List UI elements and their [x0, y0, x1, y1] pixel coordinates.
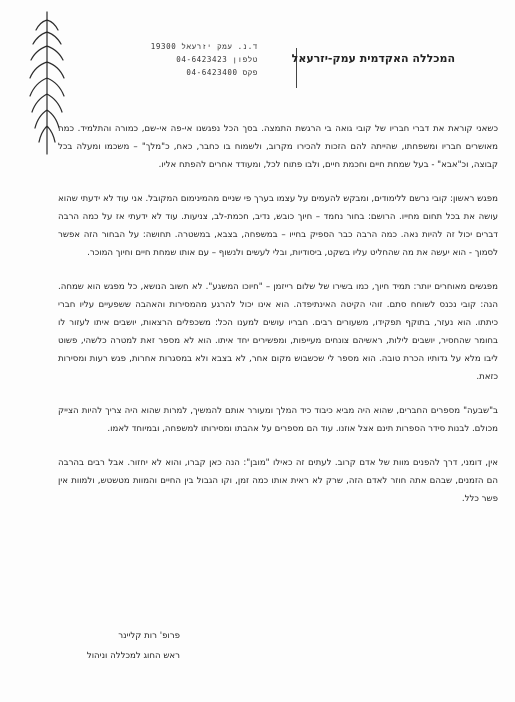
signature-block: [87, 626, 180, 666]
signature-name: פרופ' רות קליינר: [118, 631, 180, 641]
address-line: ד.נ. עמק יזרעאל 19300: [150, 42, 258, 51]
paragraph: ב"שבעה" מספרים החברים, שהוא היה מביא כיבוד כיד המלך ומעורר אותם להמשיך, למרות שהוא היה צריך להיות הצייק מכולם. לבנות סידר הספרות תינם אצל אוזנו. עוד הם מספרים על אהבתו ומסירותו למשפחה, ובמיוחד לאמו.: [58, 406, 498, 434]
letter-body: [58, 120, 498, 524]
phone-line: טלפון 04-6423423: [176, 55, 258, 64]
signature-title: ראש החוג למכללה וניהול: [86, 651, 180, 661]
paragraph: מפגש ראשון: קובי נרשם ללימודים, ומבקש להעמים על עצמו בערך פי שניים מהמינימום המקובל. אני עוד לא ידעתי שהוא עושה את בכל תחום מחייו. הרושם: בחור נחמד – חיוך כובש, נדיב, חכמת-לב, צניעות. עוד לא ידעתי אז על כמה הרבה דברים יכול זה להיות נאה. כמה הרבה כבר הספיק בחייו – במשפחה, בצבא, במשטרה. תחושה: על הבחור הזה אפשר לסמוך - הוא יעשה את מה שהחליט עליו בשקט, ביסודיות, ובלי לעשים ולנשוף – עם אותו שמחת חיים וחיוך המוכר.: [58, 194, 498, 258]
institution-name: המכללה האקדמית עמק-יזרעאל: [291, 52, 455, 65]
fax-line: פקס 04-6423400: [186, 68, 258, 77]
contact-block: [118, 40, 258, 79]
paragraph: אין, דומני, דרך להפנים מוות של אדם קרוב. לעתים זה כאילו "מובן": הנה כאן קברו, והוא לא יחזור. אבל רבים בהרבה הם הזמנים, שבהם אתה חוזר לאדם הזה, שרק לא ראית אותו כמה זמן, וקו הגבול בין החיים והמוות מטשטש, ולמוות אין פשר כלל.: [58, 458, 498, 504]
paragraph: כשאני קוראת את דברי חבריו של קובי גואה בי הרגשת התמצה. בסך הכל נפגשנו אי-פה אי-שם, כמורה והתלמיד. כמה מאושרים חבריו ומשפחתו, שהייתה להם הזכות להכירו מקרוב, ולשמוח בו כחבר, כאח, כ"מלך" – משכמו ומעלה בכל קבוצה, וכ"אבא" - בעל שמחת חיים וחכמת חיים, ולבו פתוח לכל, ומעודד אחרים להפתח אליו.: [58, 124, 498, 170]
paragraph: מפגשים מאוחרים יותר: תמיד חיוך, כמו בשירו של שלום רייזמן – "חיוכו המשגע". לא חשוב הנושא, כל מפגש הוא שמחה. הנה: קובי נכנס לשוחח סתם. זוהי הקיטה האינתיפדה. הוא אינו יכול להרגע מהמסירות והאהבה ששפעיים עליו חברי כיתתו. הוא נעזר, בתוקף תפקידו, משעורים רבים. חבריו עושים למענו הכל: משכפלים הרצאות, יושבים איתו לעזור לו בחומר שהחסיר, יושבים לילות, ראשיהם צונחים מעייפות, ומפשירים יחד איתו. הוא לא מספר זאת למטרה כלשהי, פשוט ליבו מלא על גדותיו הכרת טובה. הוא מספר לי שכשבוש מקום אחר, לא בצבא ולא במסגרות אחרות, פגש רעות ומסירות כזאת.: [58, 282, 498, 382]
